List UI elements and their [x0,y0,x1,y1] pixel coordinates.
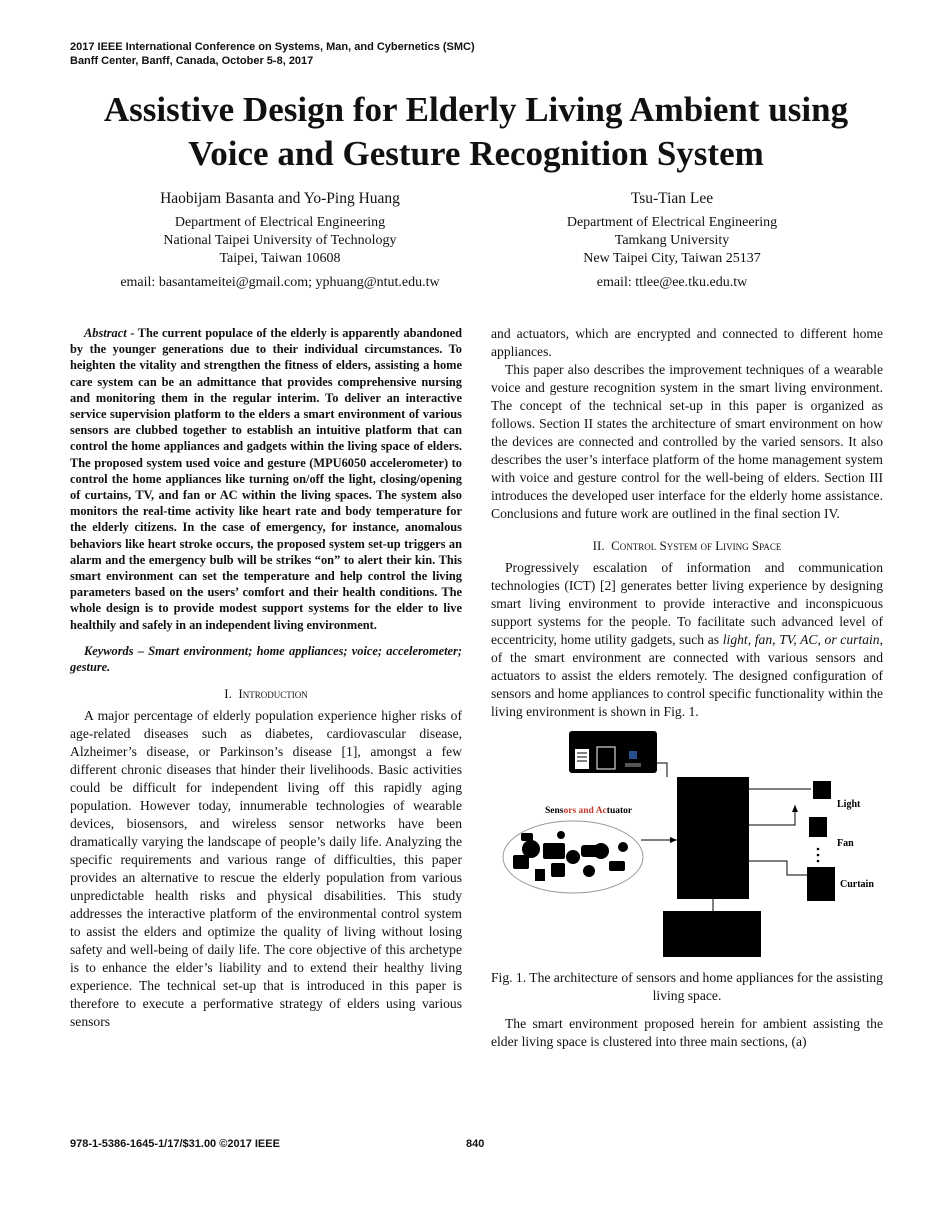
keywords-label: Keywords [84,643,134,658]
abstract [70,325,462,633]
author-dept-1: Department of Electrical Engineering [174,215,386,230]
author-email-1[interactable]: email: basantameitei@gmail.com; yphuang@ntut.edu.tw [120,275,440,290]
light-device [813,781,831,799]
connector-hub-fan [749,805,795,825]
paper-organization-paragraph: This paper also describes the improvement techniques of a wearable voice and gesture recognition system in the smart living environment. The concept of the technical set-up in this paper is organized as follows. Section II states the architecture of smart environment on how the devices are connected and controlled by the varied sensors. It also describes the user’s interface platform of the home management system with voice and gesture control for the well-being of elders. Section III introduces the developed user interface for the elderly home assistance. Conclusions and future work are outlined in the final section IV. [491,362,883,521]
conference-line-1: 2017 IEEE International Conference on Systems, Man, and Cybernetics (SMC) [70,41,475,53]
paper-title [40,88,912,176]
fan-label: Fan [837,838,854,849]
keywords-text: – Smart environment; home appliances; voice; accelerometer; gesture. [70,643,462,675]
smart-environment-paragraph: The smart environment proposed herein for ambient assisting the elder living space is clustered into three main sections, (a) [491,1016,883,1049]
footer-isbn: 978-1-5386-1645-1/17/$31.00 ©2017 IEEE [70,1138,280,1150]
author-block-1 [70,190,490,292]
section-1-heading [70,685,462,703]
connector-screen-hub [657,763,667,777]
abstract-text: - The current populace of the elderly is apparently abandoned by the younger generations due to their individual circumstances. To heighten the vitality and strengthen the fitness of elders, assisting a home care system can be an admittance that provides comprehensive nursing and monitoring them in the regular interim. To deliver an interactive service supervision platform to the elders a smart environment of various sensors are clubbed together to establish an intuitive platform that can control the home appliances and gadgets within the living space of elders. The proposed system used voice and gesture (MPU6050 accelerometer) to control the home appliances like turning on/off the light, closing/opening of curtains, TV, and fan or AC within the living spaces. The system also monitors the real-time activity like heart rate and body temperature for the elderly citizens. In the case of emergency, for instance, anomalous behaviors like heart stroke occurs, the proposed system set-up triggers an alarm and the emergency bulb will be strikes “on” to alert their kin. This smart environment can set the temperature and help control the living parameters based on the users’ comfort and their health conditions. The whole design is to provide modest support systems for the elder to live healthily and safely in an independent living environment. [70,326,462,632]
author-univ-1: National Taipei University of Technology [163,233,397,248]
author-univ-2: Tamkang University [614,233,730,248]
author-names-1: Haobijam Basanta and Yo-Ping Huang [160,190,400,207]
author-city-2: New Taipei City, Taiwan 25137 [583,251,761,266]
keywords [70,643,462,675]
section-2-number: II. [592,538,605,553]
intro-paragraph: A major percentage of elderly population experience higher risks of age-related diseases such as diabetes, cardiovascular disease, Alzheimer’s disease, or Parkinson’s disease [1], amongst a few different chronic diseases that hinder their livelihoods. Basic activities could be difficult for independent living off this rapidly aging population. However today, innumerable technologies of wearable devices, biosensors, and wireless sensor networks have been dramatically varying the landscape of people’s daily life. Analyzing the specific requirements and various range of difficulties, this paper provides an alternative to rescue the elderly population from various unpredictable health risks and physical disabilities. This study addresses the interactive platform of the environmental control system to assist the elders and optimize the quality of living without losing safety and well-being of daily life. The core objective of this archetype is to enhance the elder’s liability and to extend their healthy living experience. The technical set-up that is introduced in this paper is therefore to execute a performative strategy of elders using various sensors [70,708,462,1030]
section-2-title: Control System of Living Space [611,538,782,553]
right-column [491,325,883,1051]
section-2-heading [491,537,883,555]
ict-gadgets-italic: light, fan, TV, AC, or curtain [722,632,880,647]
curtain-label: Curtain [840,879,874,890]
screen-document-icon [575,749,589,769]
light-label: Light [837,799,861,810]
ict-paragraph [491,559,883,721]
title-line-2: Voice and Gesture Recognition System [188,134,764,173]
section-1-number: I. [224,686,232,702]
abstract-label: Abstract [84,326,127,340]
sensors-actuator-label: Sensors and Actuator [545,806,633,816]
left-column [70,325,462,1031]
curtain-device [807,867,835,901]
conference-line-2: Banff Center, Banff, Canada, October 5-8, 2017 [70,55,314,67]
author-names-2: Tsu-Tian Lee [630,190,714,207]
screen-indicator [629,751,637,759]
author-city-1: Taipei, Taiwan 10608 [219,251,341,266]
user-interface-box [663,911,761,957]
author-email-2[interactable]: email: ttlee@ee.tku.edu.tw [596,275,748,290]
ict-text-a: Progressively escalation of information and communication technologies (ICT) [2] generates better living experience by designing smart living environment to provide interactive and inconspicuous support systems for the people. To facilitate such advanced level of eccentricity, home utility gadgets, such as [491,560,883,647]
figure-1-architecture [491,725,883,963]
author-block-2 [512,190,832,292]
continued-paragraph: and actuators, which are encrypted and connected to different home appliances. [491,326,883,359]
ict-text-b: , of the smart environment are connected with various sensors and actuators to assist the elders remotely. The designed configuration of sensors and home appliances to control specific functionality within the living environment is shown in Fig. 1. [491,632,883,719]
section-1-title: Introduction [238,686,308,702]
footer-page-number: 840 [466,1138,485,1150]
architecture-diagram [491,725,883,963]
author-dept-2: Department of Electrical Engineering [566,215,778,230]
central-hub [677,777,749,899]
fan-device [809,817,827,837]
connector-hub-curtain [749,861,807,875]
figure-1-caption: Fig. 1. The architecture of sensors and home appliances for the assisting living space. [491,970,883,1003]
title-line-1: Assistive Design for Elderly Living Ambient using [103,90,849,129]
conference-header [70,40,475,68]
